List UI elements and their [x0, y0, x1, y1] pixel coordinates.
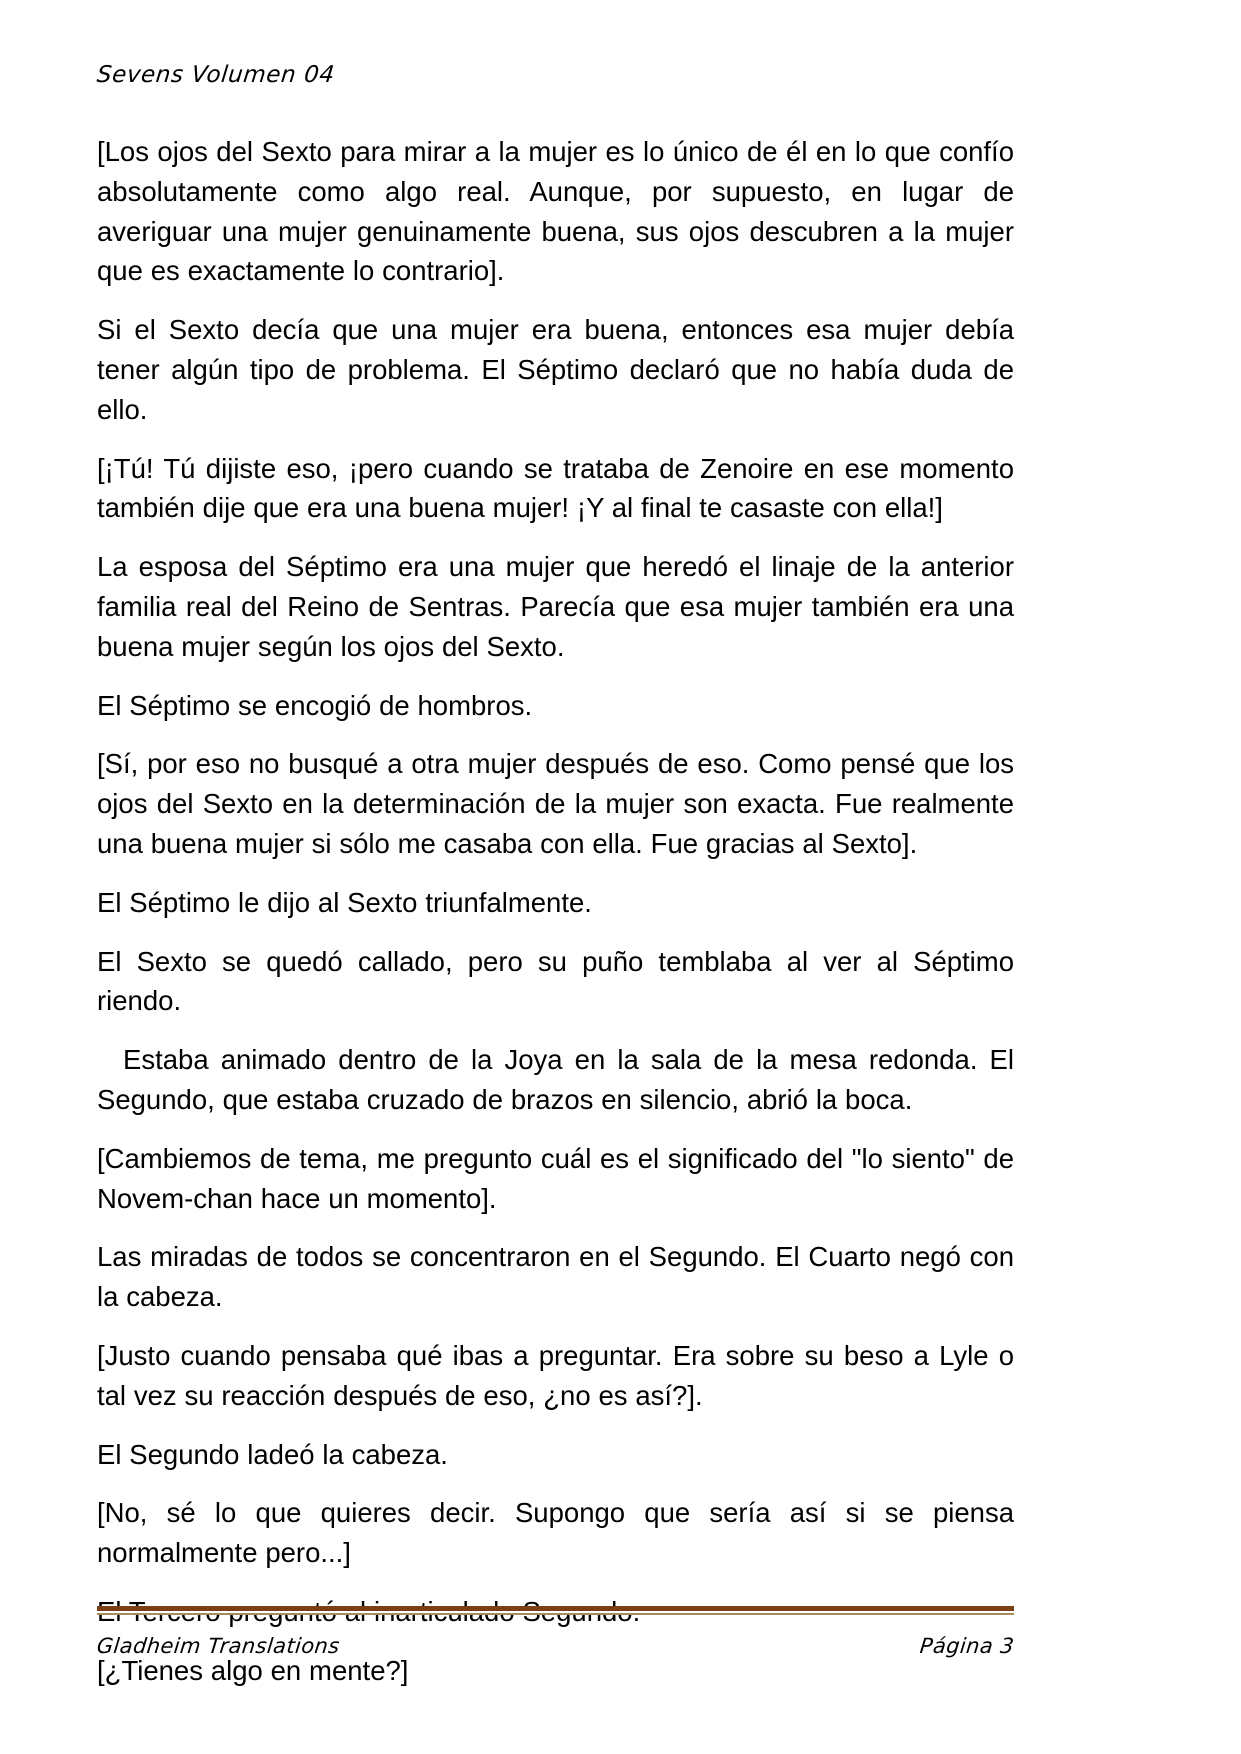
document-body	[97, 132, 1014, 1710]
footer-divider-rule	[97, 1606, 1014, 1617]
body-paragraph: El Séptimo le dijo al Sexto triunfalmente.	[97, 886, 592, 918]
body-paragraph: [¿Tienes algo en mente?]	[97, 1654, 409, 1686]
body-paragraph: El Sexto se quedó callado, pero su puño temblaba al ver al Séptimo riendo.	[97, 945, 1014, 1017]
body-paragraph: [¡Tú! Tú dijiste eso, ¡pero cuando se trataba de Zenoire en ese momento también dije que era una buena mujer! ¡Y al final te casaste con ella!]	[97, 452, 1014, 524]
body-paragraph: [Sí, por eso no busqué a otra mujer después de eso. Como pensé que los ojos del Sexto en la determinación de la mujer son exacta. Fue realmente una buena mujer si sólo me casaba con ella. Fue gracias al Sexto].	[97, 748, 1014, 859]
body-paragraph: Estaba animado dentro de la Joya en la sala de la mesa redonda. El Segundo, que estaba cruzado de brazos en silencio, abrió la boca.	[97, 1044, 1014, 1115]
body-paragraph: La esposa del Séptimo era una mujer que heredó el linaje de la anterior familia real del Reino de Sentras. Parecía que esa mujer también era una buena mujer según los ojos del Sexto.	[97, 551, 1014, 662]
body-paragraph: [Cambiemos de tema, me pregunto cuál es el significado del "lo siento" de Novem-chan hace un momento].	[97, 1142, 1014, 1214]
footer-page-number: Página 3	[918, 1634, 1016, 1658]
body-paragraph: Si el Sexto decía que una mujer era buena, entonces esa mujer debía tener algún tipo de problema. El Séptimo declaró que no había duda de ello.	[97, 314, 1014, 425]
header-title: Sevens Volumen 04	[95, 62, 337, 88]
body-paragraph: El Séptimo se encogió de hombros.	[97, 689, 533, 721]
page-header	[97, 62, 1013, 102]
body-paragraph: [Justo cuando pensaba qué ibas a preguntar. Era sobre su beso a Lyle o tal vez su reacción después de eso, ¿no es así?].	[97, 1339, 1014, 1411]
body-paragraph: [Los ojos del Sexto para mirar a la mujer es lo único de él en lo que confío absolutamente como algo real. Aunque, por supuesto, en lugar de averiguar una mujer genuinamente buena, sus ojos descubren a la mujer que es exactamente lo contrario].	[97, 136, 1014, 287]
body-paragraph: El Segundo ladeó la cabeza.	[97, 1438, 448, 1470]
body-paragraph: [No, sé lo que quieres decir. Supongo que sería así si se piensa normalmente pero...]	[97, 1497, 1014, 1569]
body-paragraph: Las miradas de todos se concentraron en el Segundo. El Cuarto negó con la cabeza.	[97, 1241, 1014, 1313]
footer-rule-thin-bar	[97, 1613, 1014, 1615]
footer-translator-credit: Gladheim Translations	[95, 1634, 341, 1658]
page-footer	[97, 1606, 1014, 1658]
footer-row	[97, 1634, 1014, 1658]
